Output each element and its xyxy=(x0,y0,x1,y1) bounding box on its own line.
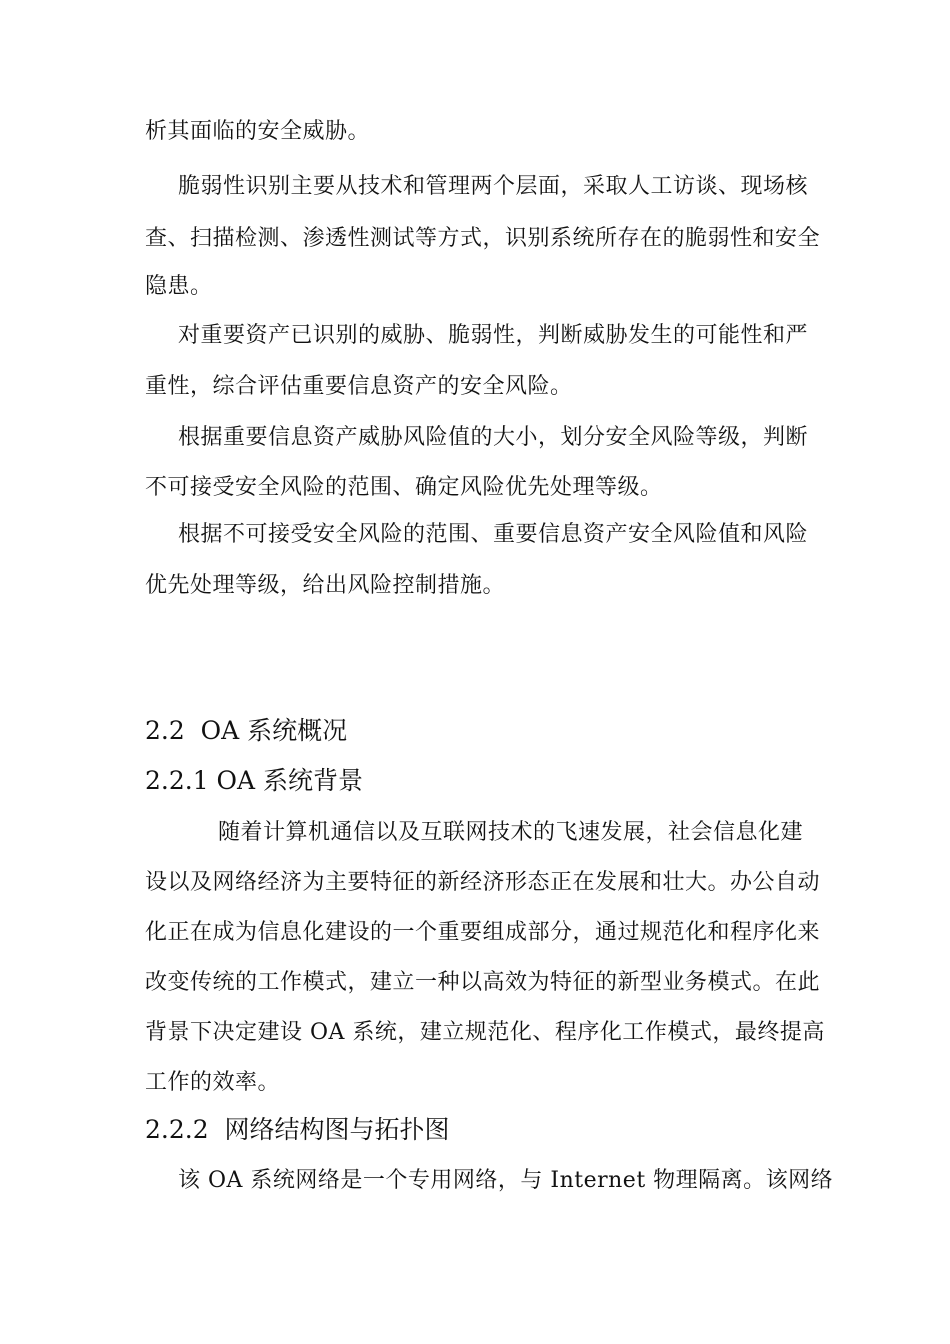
paragraph-line: 优先处理等级，给出风险控制措施。 xyxy=(145,573,506,598)
paragraph-line: 隐患。 xyxy=(145,274,213,299)
paragraph-line: 设以及网络经济为主要特征的新经济形态正在发展和壮大。办公自动 xyxy=(145,870,821,895)
section-heading-2-2-2: 2.2.2 网络结构图与拓扑图 xyxy=(145,1115,450,1144)
paragraph-line: 析其面临的安全威胁。 xyxy=(145,119,371,144)
paragraph-line: 化正在成为信息化建设的一个重要组成部分，通过规范化和程序化来 xyxy=(145,920,821,945)
paragraph-line: 脆弱性识别主要从技术和管理两个层面，采取人工访谈、现场核 xyxy=(178,174,809,199)
paragraph-line: 改变传统的工作模式，建立一种以高效为特征的新型业务模式。在此 xyxy=(145,970,821,995)
paragraph-line: 查、扫描检测、渗透性测试等方式，识别系统所存在的脆弱性和安全 xyxy=(145,226,821,251)
paragraph-line: 该 OA 系统网络是一个专用网络，与 Internet 物理隔离。该网络 xyxy=(178,1168,834,1193)
paragraph-line: 不可接受安全风险的范围、确定风险优先处理等级。 xyxy=(145,475,663,500)
paragraph-line: 根据重要信息资产威胁风险值的大小，划分安全风险等级，判断 xyxy=(178,425,809,450)
paragraph-line: 对重要资产已识别的威胁、脆弱性，判断威胁发生的可能性和严 xyxy=(178,323,809,348)
section-heading-2-2-1: 2.2.1 OA 系统背景 xyxy=(145,766,364,795)
paragraph-line: 重性，综合评估重要信息资产的安全风险。 xyxy=(145,374,573,399)
section-heading-2-2: 2.2 OA 系统概况 xyxy=(145,716,348,745)
paragraph-line: 背景下决定建设 OA 系统，建立规范化、程序化工作模式，最终提高 xyxy=(145,1020,825,1045)
paragraph-line: 根据不可接受安全风险的范围、重要信息资产安全风险值和风险 xyxy=(178,522,809,547)
paragraph-line: 随着计算机通信以及互联网技术的飞速发展，社会信息化建 xyxy=(218,820,804,845)
paragraph-line: 工作的效率。 xyxy=(145,1070,281,1095)
